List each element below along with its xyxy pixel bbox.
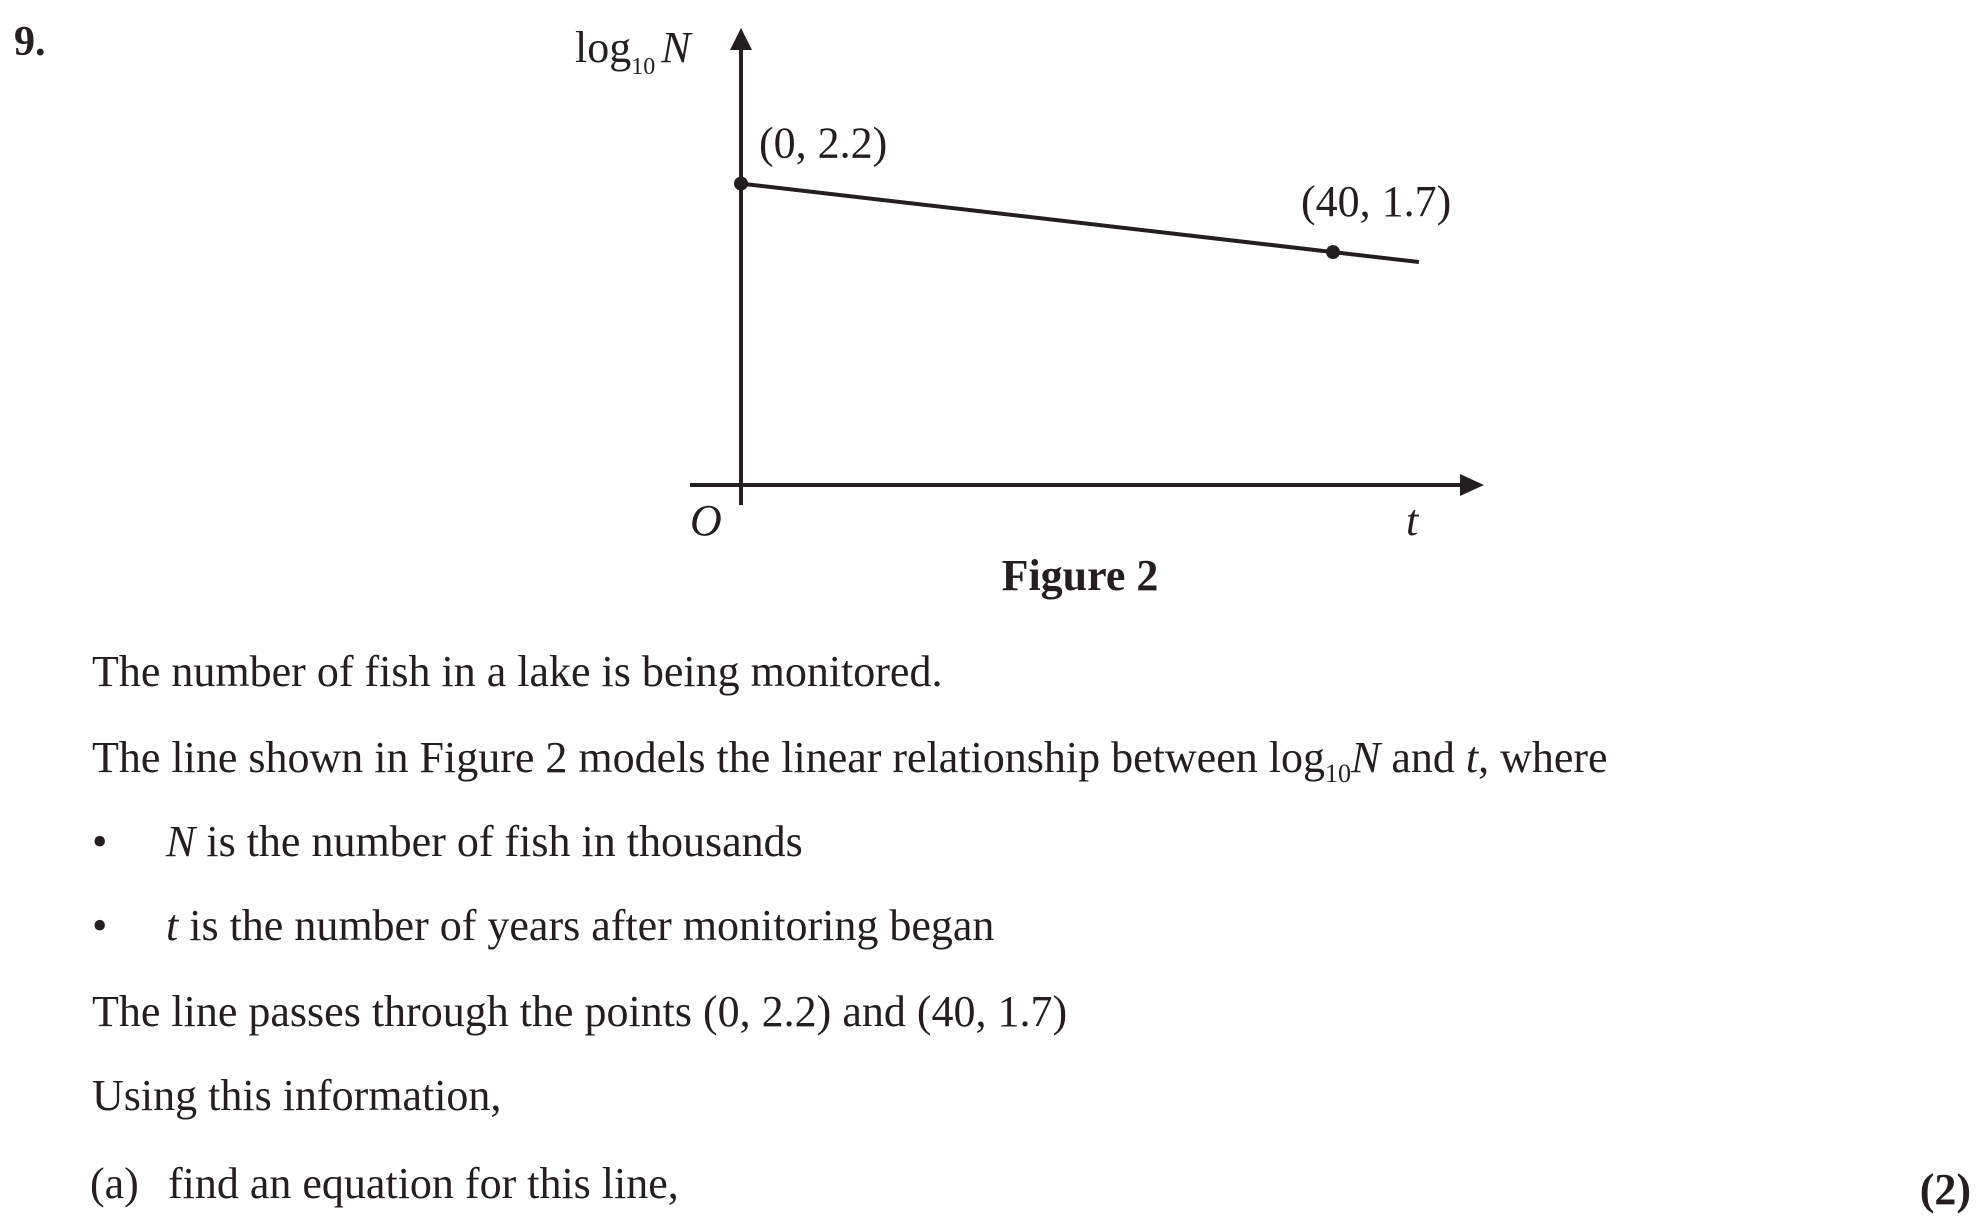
part-a-label: (a): [90, 1159, 139, 1208]
data-point-1: [734, 177, 748, 191]
question-number: 9.: [14, 19, 46, 65]
points-text: The line passes through the points (0, 2.2) and (40, 1.7): [92, 987, 1068, 1036]
relationship-var-n: N: [1350, 733, 1381, 782]
bullet-1-rest: is the number of fish in thousands: [195, 817, 803, 866]
y-axis-label-log: log: [575, 23, 632, 72]
y-axis-arrow: [730, 28, 752, 50]
x-axis-label: t: [1406, 496, 1419, 545]
relationship-var-t: t: [1465, 733, 1479, 782]
bullet-2: [166, 901, 995, 950]
part-a-marks: (2): [1919, 1165, 1971, 1214]
relationship-and: and: [1380, 733, 1466, 782]
using-text: Using this information,: [92, 1071, 502, 1120]
relationship-part1: The line shown in Figure 2 models the linear relationship between log: [92, 733, 1325, 782]
part-a-text: find an equation for this line,: [168, 1159, 679, 1208]
bullet-2-symbol: •: [92, 901, 108, 950]
y-axis-label: [575, 23, 693, 80]
data-point-label-2: (40, 1.7): [1301, 177, 1452, 227]
figure-caption: Figure 2: [1001, 551, 1159, 600]
data-point-2: [1326, 245, 1340, 259]
relationship-sub: 10: [1324, 759, 1351, 788]
bullet-2-rest: is the number of years after monitoring began: [178, 901, 995, 950]
y-axis-label-var: N: [661, 23, 691, 72]
y-axis-label-sub: 10: [631, 54, 656, 80]
relationship-text: [92, 733, 1608, 788]
bullet-1-var: N: [166, 817, 196, 866]
series-layer: [734, 119, 1451, 262]
relationship-end: , where: [1478, 733, 1608, 782]
origin-label: O: [690, 496, 722, 545]
bullet-1-symbol: •: [92, 817, 108, 866]
data-point-label-1: (0, 2.2): [759, 118, 888, 168]
x-axis-arrow: [1460, 474, 1484, 496]
intro-text: The number of fish in a lake is being monitored.: [92, 647, 943, 696]
bullet-1: [166, 817, 803, 866]
bullet-2-var: t: [166, 901, 179, 950]
